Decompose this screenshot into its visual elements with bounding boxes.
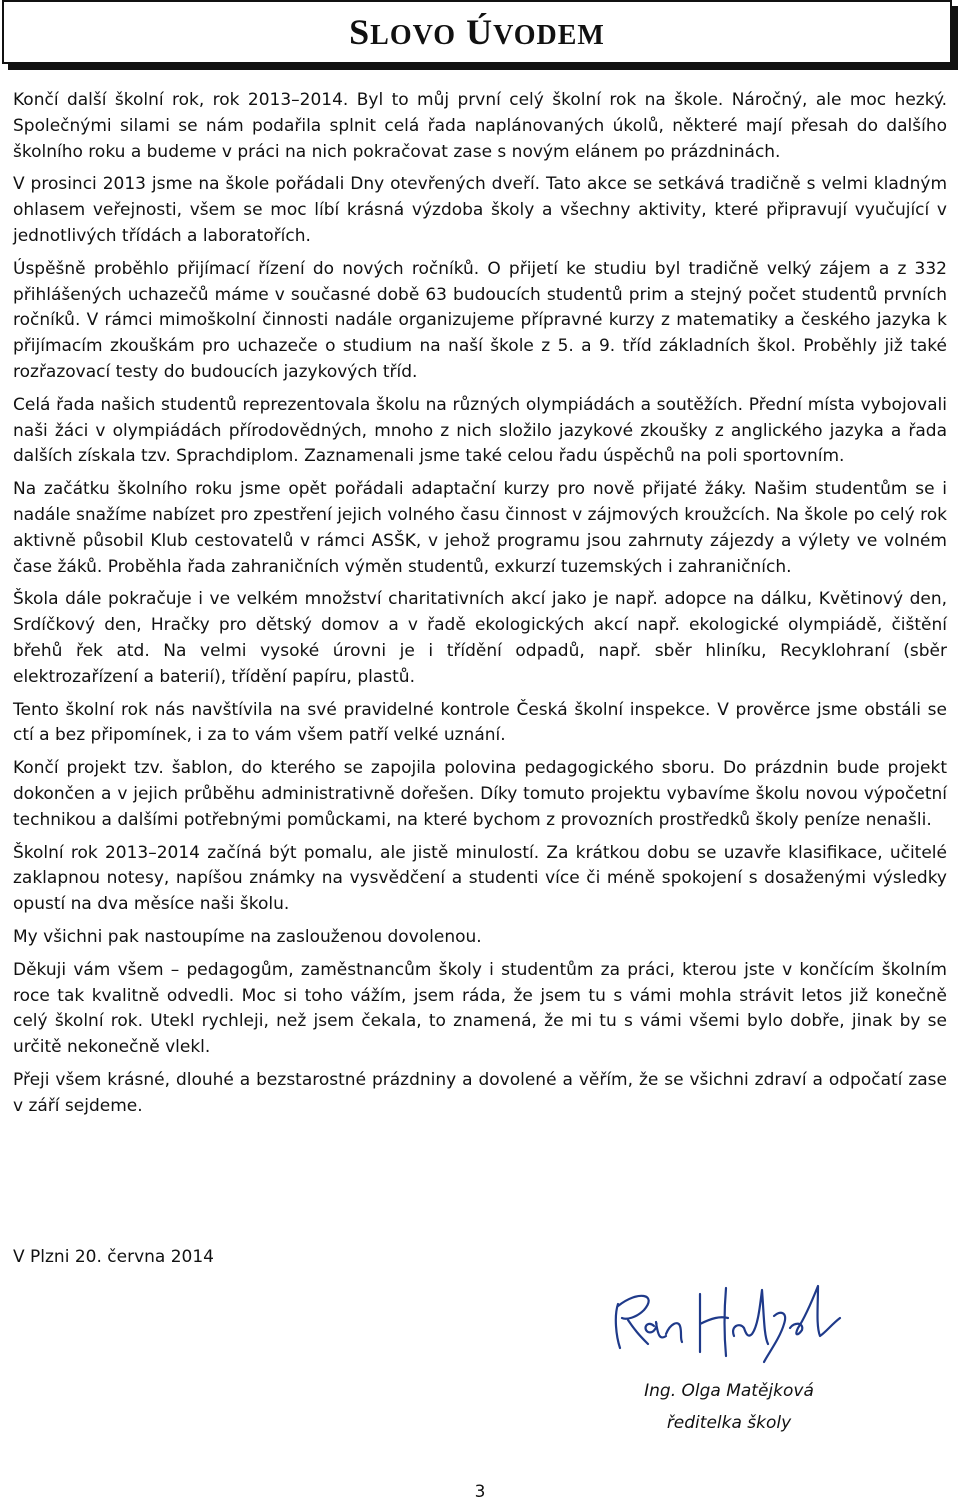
paragraph: Úspěšně proběhlo přijímací řízení do nových ročníků. O přijetí ke studiu byl tradičně velký zájem a z 332 přihlášených uchazečů máme v současné době 63 budoucích studentů prim a stejný počet studentů prvních ročníků. V rámci mimoškolní činnosti nadále organizujeme přípravné kurzy z matematiky a českého jazyka k přijímacím zkouškám pro uchazeče o studium na naší škole z 5. a 9. tříd základních škol. Proběhly již také rozřazovací testy do budoucích jazykových tříd. bbox=[13, 258, 947, 382]
signer-block bbox=[600, 1375, 858, 1439]
paragraph: Přeji všem krásné, dlouhé a bezstarostné prázdniny a dovolené a věřím, že se všichni zdraví a odpočatí zase v září sejdeme. bbox=[13, 1069, 947, 1116]
paragraph: V prosinci 2013 jsme na škole pořádali Dny otevřených dveří. Tato akce se setkává tradičně s velmi kladným ohlasem veřejnosti, všem se moc líbí krásná výzdoba školy a všechny aktivity, které připravují vyučující v jednotlivých třídách a laboratořích. bbox=[13, 174, 947, 246]
paragraph: Tento školní rok nás navštívila na své pravidelné kontrole Česká školní inspekce. V prověrce jsme obstáli se ctí a bez připomínek, i za to vám všem patří velké uznání. bbox=[13, 699, 947, 746]
paragraph: Končí projekt tzv. šablon, do kterého se zapojila polovina pedagogického sboru. Do prázdnin bude projekt dokončen a v jejich průběhu administrativně dořešen. Díky tomuto projektu vybavíme školu novou výpočetní technikou a dalšími potřebnými pomůckami, na které bychom z provozních prostředků školy peníze nenašli. bbox=[13, 758, 947, 830]
title-box bbox=[2, 0, 952, 64]
paragraph: Děkuji vám všem – pedagogům, zaměstnancům školy i studentům za práci, kterou jste v končícím školním roce tak kvalitně odvedli. Moc si toho vážím, jsem ráda, že jsem tu s vámi mohla strávit letos již konečně celý školní rok. Utekl rychleji, než jsem čekala, to znamená, že mi tu s vámi všemi bylo dobře, jinak by se určitě nekonečně vlekl. bbox=[13, 959, 947, 1058]
paragraph: Končí další školní rok, rok 2013–2014. Byl to můj první celý školní rok na škole. Náročný, ale moc hezký. Společnými silami se nám podařila splnit celá řada naplánovaných úkolů, některé mají přesah do dalšího školního roku a budeme v práci na nich pokračovat zase s novým elánem po prázdninách. bbox=[13, 90, 947, 162]
paragraph: Celá řada našich studentů reprezentovala školu na různých olympiádách a soutěžích. Přední místa vybojovali naši žáci v olympiádách přírodovědných, mnoho z nich složilo jazykové zkoušky z anglického jazyka a řada dalších získala tzv. Sprachdiplom. Zaznamenali jsme také celou řadu úspěchů na poli sportovním. bbox=[13, 394, 947, 467]
page-title: SLOVO ÚVODEM bbox=[349, 12, 605, 52]
paragraph: Na začátku školního roku jsme opět pořádali adaptační kurzy pro nově přijaté žáky. Našim studentům se i nadále snažíme nabízet pro zpestření jejich volného času činnost v zájmových kroužcích. Na škole po celý rok aktivně působil Klub cestovatelů v rámci ASŠK, v jehož programu jsou zahrnuty zájezdy a výlety ve volném čase žáků. Proběhla řada zahraničních výměn studentů, exkurzí tuzemských i zahraničních. bbox=[13, 479, 947, 577]
handwritten-signature bbox=[608, 1276, 848, 1366]
signer-role: ředitelka školy bbox=[666, 1413, 792, 1433]
place-date: V Plzni 20. června 2014 bbox=[13, 1247, 214, 1267]
paragraph: My všichni pak nastoupíme na zaslouženou dovolenou. bbox=[13, 926, 482, 947]
letter-body bbox=[13, 88, 947, 1126]
page-number: 3 bbox=[474, 1482, 486, 1502]
signer-name: Ing. Olga Matějková bbox=[644, 1381, 814, 1401]
paragraph: Školní rok 2013–2014 začíná být pomalu, ale jistě minulostí. Za krátkou dobu se uzavře klasifikace, učitelé zaklapnou notesy, napíšou známky na vysvědčení a studenti více či méně spokojení s dosaženými výsledky opustí na dva měsíce naši školu. bbox=[13, 842, 947, 915]
paragraph: Škola dále pokračuje i ve velkém množství charitativních akcí jako je např. adopce na dálku, Květinový den, Srdíčkový den, Hračky pro dětský domov a v řadě ekologických akcí např. ekologické olympiádě, čištění břehů řek atd. Na velmi vysoké úrovni je i třídění odpadů, např. sběr hliníku, Recyklohraní (sběr elektrozařízení a baterií), třídění papíru, plastů. bbox=[13, 589, 947, 687]
